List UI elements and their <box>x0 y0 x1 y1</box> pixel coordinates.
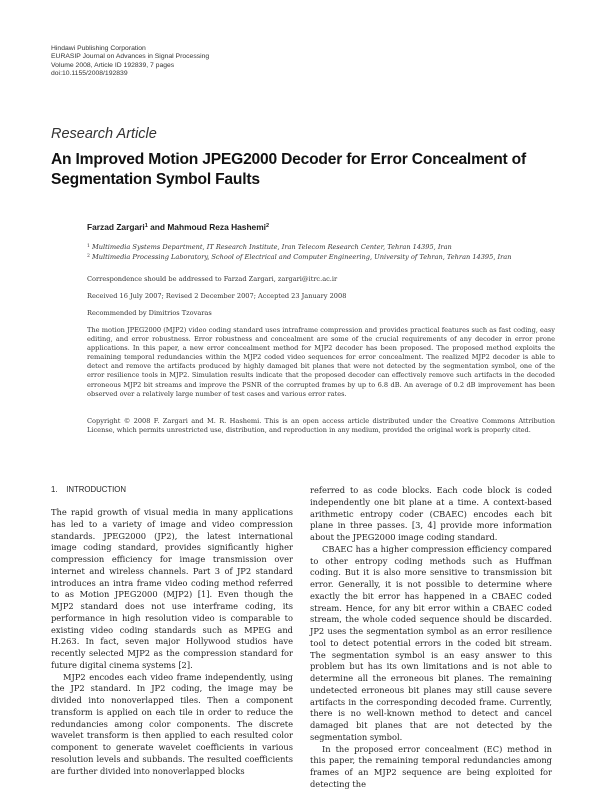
affiliation-line <box>87 242 555 252</box>
copyright-notice: Copyright © 2008 F. Zargari and M. R. Hashemi. This is an open access article distributed under the Creative Commons Attribution License, which permits unrestricted use, distribution, and reproduction in any medium, provided the original work is properly cited. <box>87 417 555 435</box>
journal-name: EURASIP Journal on Advances in Signal Processing <box>51 53 210 61</box>
doi: doi:10.1155/2008/192839 <box>51 70 128 78</box>
author-name: Mahmoud Reza Hashemi <box>167 222 266 232</box>
recommended-by: Recommended by Dimitrios Tzovaras <box>87 309 212 317</box>
body-paragraph: The rapid growth of visual media in many applications has led to a variety of image and video compression standards. JPEG2000 (JP2), the latest international image coding standard, provides significantly higher compression efficiency for image transmission over internet and wireless channels. Part 3 of JP2 standard introduces an intra frame video coding method referred to as Motion JPEG2000 (MJP2) [1]. Even though the MJP2 standard does not use interframe coding, its performance in high resolution video is comparable to existing video coding standards such as MPEG and H.263. In fact, seven major Hollywood studios have recently selected MJP2 as the compression standard for future digital cinema systems [2]. <box>51 507 293 670</box>
author-connector: and <box>147 222 168 232</box>
body-column-right <box>310 485 552 791</box>
affiliations <box>87 242 555 262</box>
correspondence-note: Correspondence should be addressed to Farzad Zargari, zargari@itrc.ac.ir <box>87 275 338 283</box>
body-paragraph: CBAEC has a higher compression efficiency compared to other entropy coding methods such as Huffman coding. But it is also more sensitive to transmission bit error. Generally, it is not possible to determine where exactly the bit error has happened in a CBAEC coded stream. Hence, for any bit error within a CBAEC coded stream, the whole coded sequence should be discarded. JP2 uses the segmentation symbol as an error resilience tool to detect potential errors in the coded bit stream. The segmentation symbol is an easy answer to this problem but has its own limitations and is not able to determine all the erroneous bit planes. The remaining undetected erroneous bit planes may still cause severe artifacts in the corresponding decoded frame. Currently, there is no well-known method to detect and cancel damaged bit planes that are not detected by the segmentation symbol. <box>310 543 552 742</box>
journal-header <box>51 45 351 79</box>
author-affiliation-mark: 2 <box>266 223 270 229</box>
volume-info: Volume 2008, Article ID 192839, 7 pages <box>51 61 175 69</box>
author-list <box>87 222 269 232</box>
received-dates: Received 16 July 2007; Revised 2 December 2007; Accepted 23 January 2008 <box>87 292 347 300</box>
article-type: Research Article <box>51 126 157 142</box>
author-affiliation-mark: 1 <box>144 223 148 229</box>
affiliation-line <box>87 252 555 262</box>
body-column-left <box>51 507 293 777</box>
body-paragraph: referred to as code blocks. Each code block is coded independently one bit plane at a time. A context-based arithmetic entropy coder (CBAEC) encodes each bit plane in three passes. [3, 4] provide more information about the JPEG2000 image coding standard. <box>310 485 552 542</box>
section-heading <box>51 485 126 494</box>
paper-title: An Improved Motion JPEG2000 Decoder for Error Concealment of Segmentation Symbol Faults <box>51 151 526 188</box>
body-paragraph: In the proposed error concealment (EC) method in this paper, the remaining temporal redundancies among frames of an MJP2 sequence are being exploited for detecting the <box>310 743 552 789</box>
affiliation-text: Multimedia Systems Department, IT Research Institute, Iran Telecom Research Center, Tehran 14395, Iran <box>92 243 452 251</box>
section-number: 1. <box>51 485 58 494</box>
abstract: The motion JPEG2000 (MJP2) video coding standard uses intraframe compression and provides practical features such as fast coding, easy editing, and error robustness. Error robustness and concealment are some of the crucial requirements of any decoder in error prone applications. In this paper, a new error concealment method for MJP2 decoder has been proposed. The proposed method exploits the remaining temporal redundancies within the MJP2 coded video sequences for error concealment. The realized MJP2 decoder is able to detect and remove the artifacts produced by highly damaged bit planes that were not detected by the segmentation symbol, one of the error resilience tools in MJP2. Simulation results indicate that the proposed decoder can effectively remove such artifacts in the decoded erroneous MJP2 bit streams and improve the PSNR of the corrupted frames by up to 6.8 dB. An average of 0.2 dB improvement has been observed over a relatively large number of test cases and various error rates. <box>87 326 555 398</box>
affiliation-mark: 2 <box>87 254 90 260</box>
section-title: INTRODUCTION <box>66 485 126 494</box>
publisher-name: Hindawi Publishing Corporation <box>51 45 146 52</box>
body-paragraph: MJP2 encodes each video frame independently, using the JP2 standard. In JP2 coding, the image may be divided into nonoverlapped tiles. Then a component transform is applied on each tile in order to reduce the redundancies among color components. The discrete wavelet transform is then applied to each resulted color component to generate wavelet coefficients in various resolution levels and subbands. The resulted coefficients are further divided into nonoverlapped blocks <box>51 671 293 776</box>
affiliation-mark: 1 <box>87 244 90 249</box>
author-name: Farzad Zargari <box>87 222 145 232</box>
affiliation-text: Multimedia Processing Laboratory, School of Electrical and Computer Engineering, University of Tehran, Tehran 14395, Iran <box>92 253 512 262</box>
